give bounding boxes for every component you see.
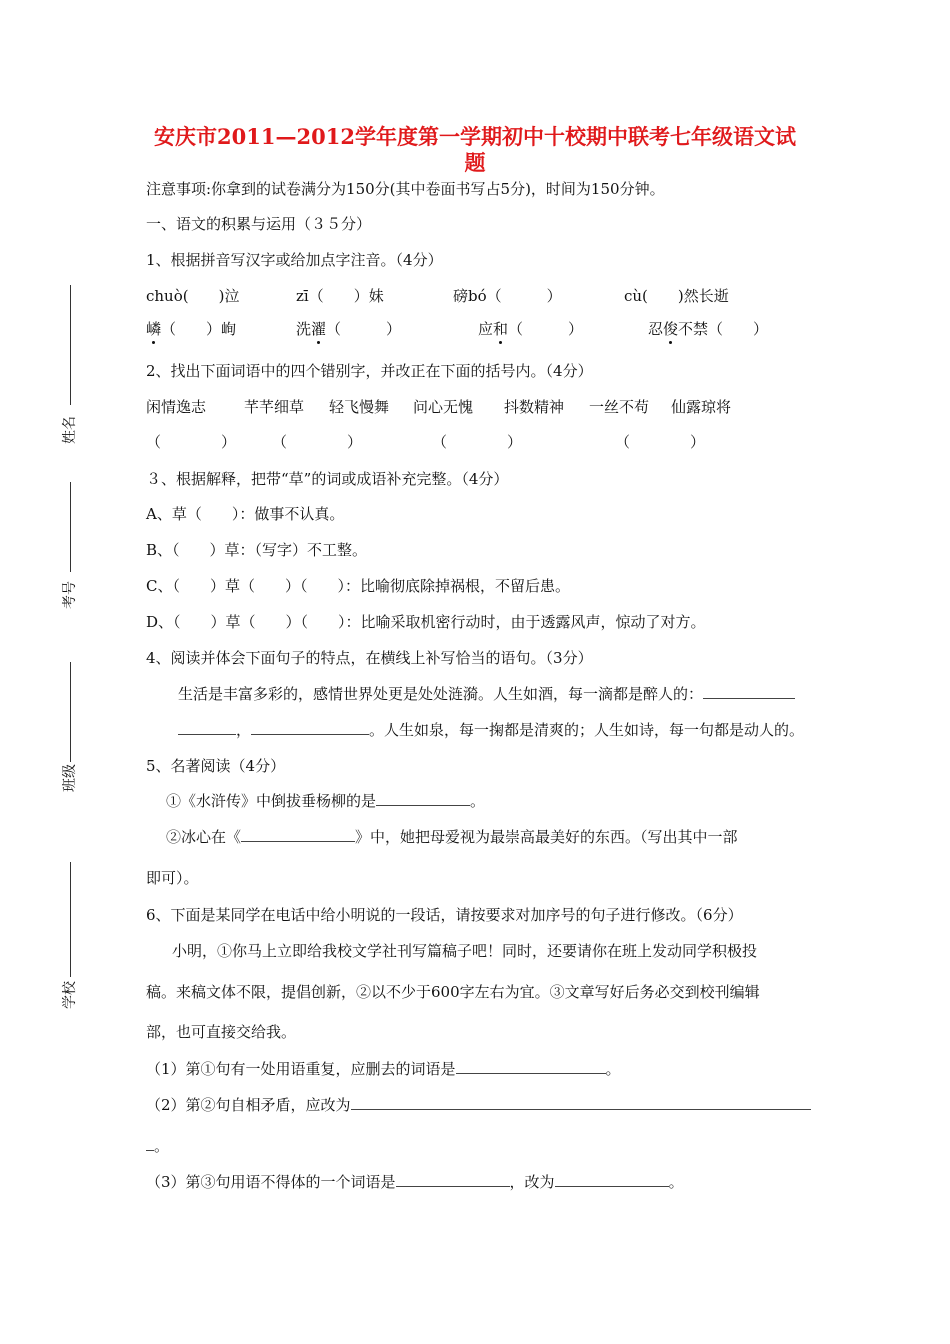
- question-3-item-b: B、（ ）草：（写字）不工整。: [146, 541, 368, 559]
- question-1-stem: 1、根据拼音写汉字或给加点字注音。（4分）: [146, 251, 443, 269]
- question-4-stem: 4、阅读并体会下面句子的特点，在横线上补写恰当的语句。（3分）: [146, 649, 593, 667]
- question-4-line2: ， 。人生如泉，每一掬都是清爽的；人生如诗，每一句都是动人的。: [178, 719, 804, 740]
- pinyin-item: zī（ ）妹: [296, 287, 384, 305]
- question-3-stem: ３、根据解释，把带“草”的词或成语补充完整。（4分）: [146, 470, 509, 488]
- question-5-item-1: ①《水浒传》中倒拔垂杨柳的是 。: [166, 792, 486, 810]
- exam-number-line[interactable]: [70, 482, 71, 572]
- question-5-item-2: ②冰心在《 》中，她把母爱视为最崇高最美好的东西。（写出其中一部: [166, 828, 738, 846]
- question-6-paragraph: 小明，①你马上立即给我校文学社刊写篇稿子吧！同时，还要请你在班上发动同学积极投: [172, 942, 758, 960]
- answer-blank[interactable]: [703, 684, 795, 699]
- answer-blank[interactable]: [241, 827, 355, 842]
- word-item: 问心无愧: [413, 398, 474, 416]
- answer-blank[interactable]: [456, 1059, 606, 1074]
- dotted-char: 嶙: [146, 320, 162, 338]
- word-item: 闲情逸志: [146, 398, 207, 416]
- dotted-char: 俊: [663, 320, 679, 338]
- word-item: 轻飞慢舞: [329, 398, 390, 416]
- question-6-sub-1: （1）第①句有一处用语重复，应删去的词语是 。: [146, 1060, 621, 1078]
- class-label: 班级: [62, 764, 78, 792]
- question-3-item-a: A、草（ ）：做事不认真。: [146, 505, 345, 523]
- question-6-sub-3: （3）第③句用语不得体的一个词语是 ，改为 。: [146, 1173, 684, 1191]
- answer-blank[interactable]: [396, 1172, 510, 1187]
- question-5-item-2-cont: 即可）。: [146, 869, 199, 887]
- pinyin-item: chuò( )泣: [146, 287, 240, 305]
- answer-bracket[interactable]: （ ）: [615, 433, 706, 451]
- dotted-char: 濯: [311, 320, 327, 338]
- school-label: 学校: [62, 981, 78, 1009]
- answer-blank[interactable]: [146, 1136, 154, 1151]
- question-6-sub-2-cont: 。: [146, 1135, 169, 1156]
- pinyin-item: cù( )然长逝: [624, 287, 729, 305]
- pinyin-item: 磅bó（ ）: [453, 287, 562, 305]
- word-item: 一丝不苟: [589, 398, 650, 416]
- answer-bracket[interactable]: （ ）: [272, 433, 363, 451]
- question-6-sub-2: （2）第②句自相矛盾，应改为: [146, 1094, 811, 1115]
- page-title-line2: 题: [464, 150, 486, 175]
- question-3-item-d: D、（ ）草（ ）（ ）：比喻采取机密行动时，由于透露风声，惊动了对方。: [146, 613, 706, 631]
- name-label: 姓名: [62, 416, 78, 444]
- dotted-word-item: 忍俊不禁（ ）: [648, 320, 769, 338]
- question-2-stem: 2、找出下面词语中的四个错别字，并改正在下面的括号内。（4分）: [146, 362, 593, 380]
- question-5-stem: 5、名著阅读（4分）: [146, 757, 286, 775]
- answer-bracket[interactable]: （ ）: [146, 433, 237, 451]
- class-line[interactable]: [70, 662, 71, 762]
- word-item: 芊芊细草: [244, 398, 305, 416]
- answer-blank[interactable]: [555, 1172, 669, 1187]
- question-4-line1: 生活是丰富多彩的，感情世界处更是处处涟漪。人生如酒，每一滴都是醉人的：: [178, 683, 795, 704]
- answer-blank[interactable]: [251, 720, 369, 735]
- question-6-stem: 6、下面是某同学在电话中给小明说的一段话，请按要求对加序号的句子进行修改。（6分）: [146, 906, 743, 924]
- name-line[interactable]: [70, 285, 71, 405]
- question-3-item-c: C、（ ）草（ ）（ ）：比喻彻底除掉祸根，不留后患。: [146, 577, 570, 595]
- question-6-paragraph: 部，也可直接交给我。: [146, 1023, 297, 1041]
- word-item: 抖数精神: [504, 398, 565, 416]
- dotted-word-item: 洗濯（ ）: [296, 320, 402, 338]
- dotted-char: 和: [493, 320, 509, 338]
- school-line[interactable]: [70, 862, 71, 977]
- dotted-word-item: 嶙（ ）峋: [146, 320, 237, 338]
- answer-bracket[interactable]: （ ）: [432, 433, 523, 451]
- dotted-word-item: 应和（ ）: [478, 320, 584, 338]
- answer-blank[interactable]: [351, 1095, 811, 1110]
- notice: 注意事项:你拿到的试卷满分为150分(其中卷面书写占5分)，时间为150分钟。: [146, 180, 665, 198]
- answer-blank[interactable]: [178, 720, 236, 735]
- question-6-paragraph: 稿。来稿文体不限，提倡创新，②以不少于600字左右为宜。③文章写好后务必交到校刊编辑: [146, 983, 760, 1001]
- exam-number-label: 考号: [62, 581, 78, 609]
- answer-blank[interactable]: [376, 791, 470, 806]
- word-item: 仙露琼将: [671, 398, 732, 416]
- section-heading: 一、语文的积累与运用（３５分）: [146, 215, 372, 233]
- page-title-line1: 安庆市2011—2012学年度第一学期初中十校期中联考七年级语文试: [154, 124, 796, 149]
